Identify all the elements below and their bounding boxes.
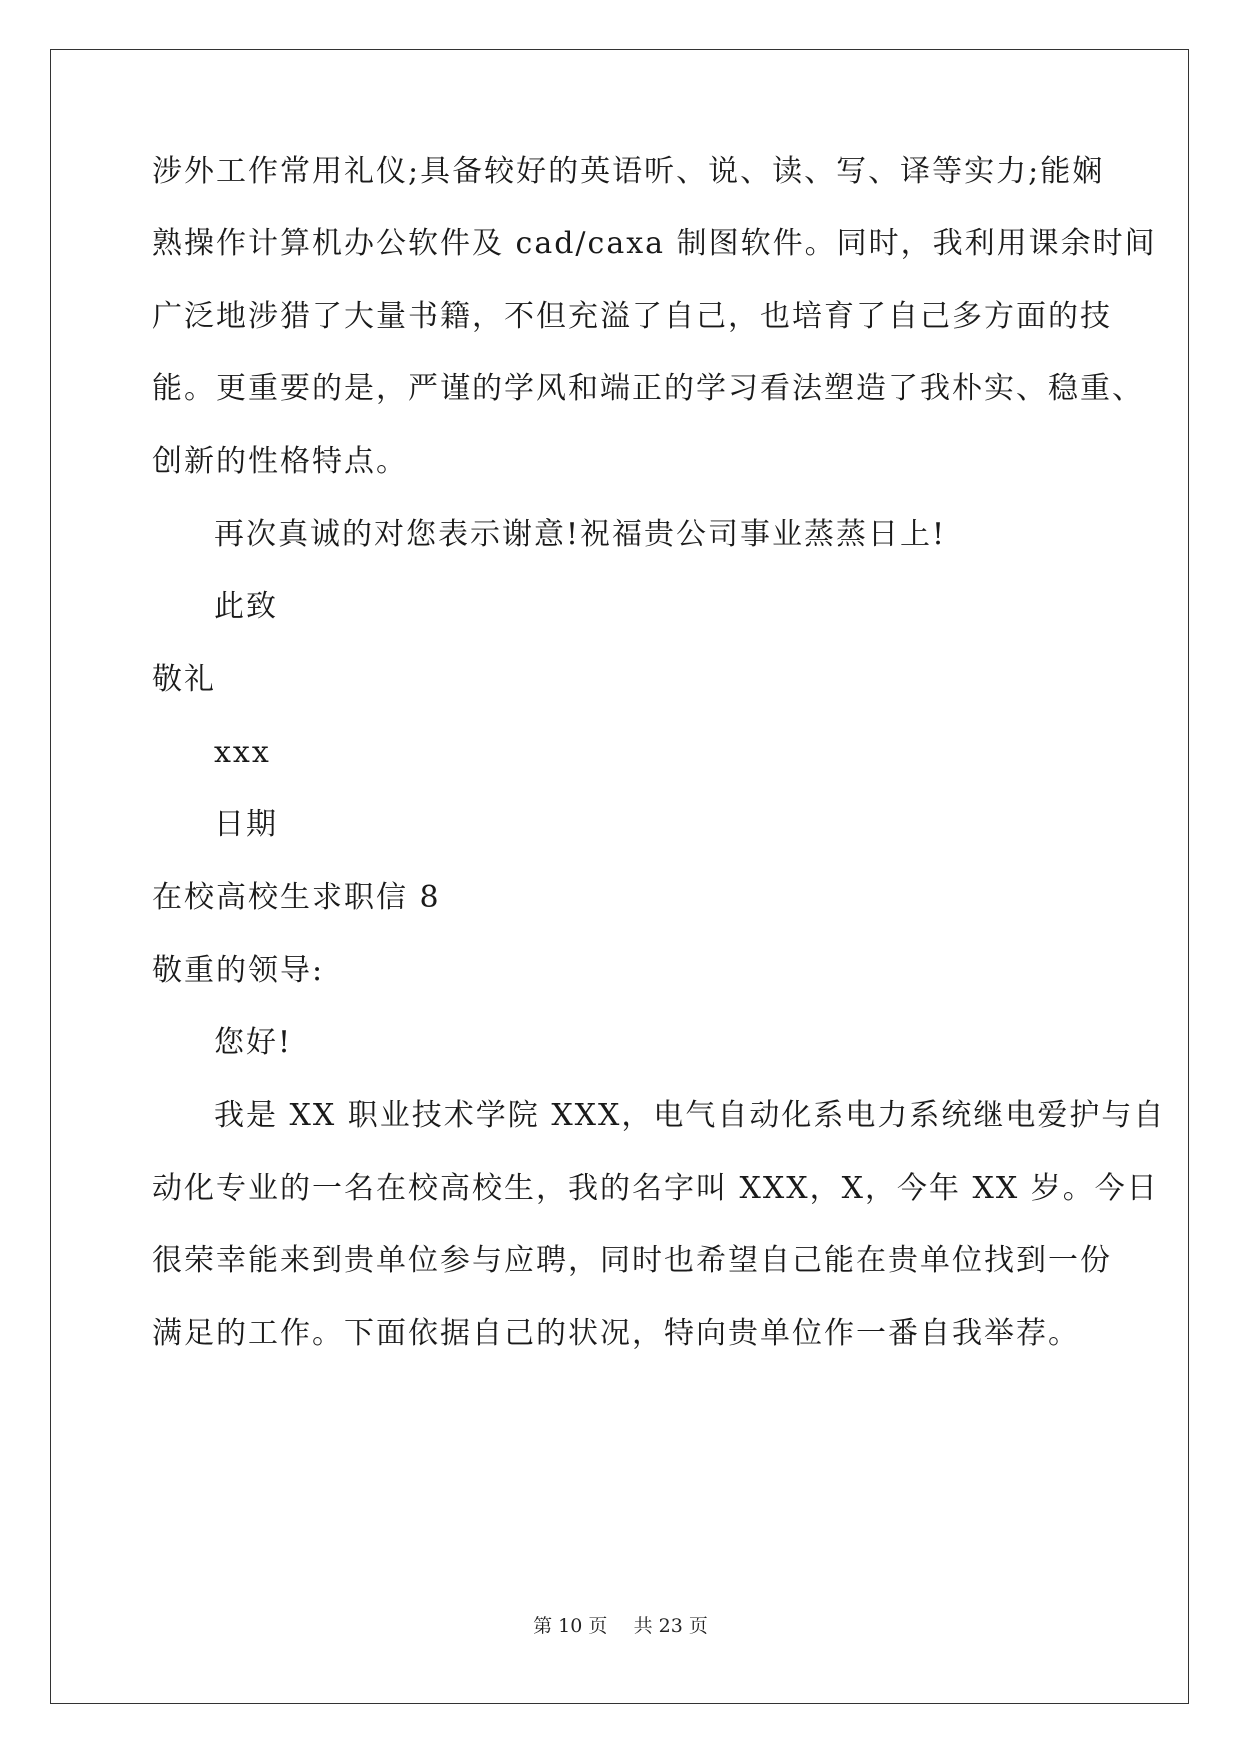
paragraph-line: 涉外工作常用礼仪;具备较好的英语听、说、读、写、译等实力;能娴 <box>152 154 1105 189</box>
page-number: 第 10 页 <box>533 1615 608 1637</box>
paragraph-line: 能。更重要的是，严谨的学风和端正的学习看法塑造了我朴实、稳重、 <box>152 371 1144 406</box>
signature-name: xxx <box>214 735 271 770</box>
paragraph-line: 满足的工作。下面依据自己的状况，特向贵单位作一番自我举荐。 <box>152 1316 1080 1351</box>
paragraph-line: 广泛地涉猎了大量书籍，不但充溢了自己，也培育了自己多方面的技 <box>152 299 1112 334</box>
letter-greeting: 您好! <box>214 1025 293 1060</box>
closing-wish: 再次真诚的对您表示谢意!祝福贵公司事业蒸蒸日上! <box>214 517 947 552</box>
paragraph-line: 熟操作计算机办公软件及 cad/caxa 制图软件。同时，我利用课余时间 <box>152 226 1157 261</box>
page-footer <box>0 1614 1241 1638</box>
section-title: 在校高校生求职信 8 <box>152 880 441 915</box>
salutation-regards: 敬礼 <box>152 662 216 697</box>
paragraph-line: 很荣幸能来到贵单位参与应聘，同时也希望自己能在贵单位找到一份 <box>152 1243 1112 1278</box>
paragraph-line: 创新的性格特点。 <box>152 444 408 479</box>
signature-date: 日期 <box>214 807 278 842</box>
letter-addressee: 敬重的领导: <box>152 953 325 988</box>
paragraph-line: 我是 XX 职业技术学院 XXX，电气自动化系电力系统继电爱护与自 <box>214 1098 1166 1133</box>
salutation-closing: 此致 <box>214 589 278 624</box>
paragraph-line: 动化专业的一名在校高校生，我的名字叫 XXX，X，今年 XX 岁。今日 <box>152 1171 1159 1206</box>
page-total: 共 23 页 <box>633 1615 708 1637</box>
